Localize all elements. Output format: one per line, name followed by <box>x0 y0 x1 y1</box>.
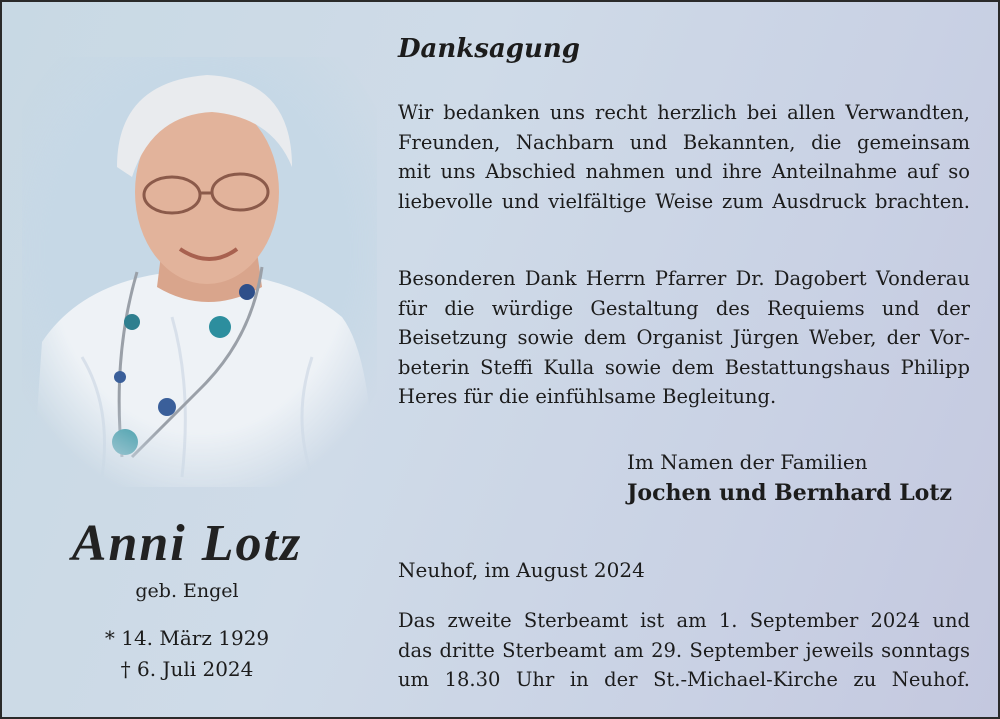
notice-title: Danksagung <box>398 34 580 64</box>
text-line: mit uns Abschied nahmen und ihre Anteilnahme auf so <box>398 160 970 183</box>
text-line: für die würdige Gestaltung des Requiems und der <box>398 296 970 320</box>
text-line: Beisetzung sowie dem Organist Jürgen Weber, der Vor- <box>398 326 970 349</box>
special-thanks-paragraph <box>398 264 970 412</box>
text-line: Besonderen Dank Herrn Pfarrer Dr. Dagobert Vonderau <box>398 267 970 290</box>
memorial-mass-paragraph <box>398 606 970 695</box>
thanks-paragraph <box>398 98 970 216</box>
signature-names: Jochen und Bernhard Lotz <box>627 480 953 506</box>
text-line: liebevolle und vielfältige Weise zum Ausdruck brachten. <box>398 189 970 213</box>
maiden-name: geb. Engel <box>135 580 239 602</box>
portrait-photo <box>22 57 377 487</box>
text-line: Freunden, Nachbarn und Bekannten, die gemeinsam <box>398 130 970 154</box>
text-line: Heres für die einfühlsame Begleitung. <box>398 385 777 408</box>
text-line: um 18.30 Uhr in der St.-Michael-Kirche zu Neuhof. <box>398 668 970 691</box>
place-date: Neuhof, im August 2024 <box>398 558 645 582</box>
text-line: Wir bedanken uns recht herzlich bei allen Verwandten, <box>398 101 970 124</box>
text-line: Das zweite Sterbeamt ist am 1. September 2024 und <box>398 609 970 632</box>
death-date: † 6. Juli 2024 <box>120 657 254 681</box>
deceased-name: Anni Lotz <box>71 515 303 572</box>
text-line: das dritte Sterbeamt am 29. September jeweils sonntags <box>398 638 970 662</box>
text-line: beterin Steffi Kulla sowie dem Bestattungshaus Philipp <box>398 355 970 379</box>
signature-intro: Im Namen der Familien <box>627 450 868 474</box>
birth-date: * 14. März 1929 <box>104 626 270 650</box>
